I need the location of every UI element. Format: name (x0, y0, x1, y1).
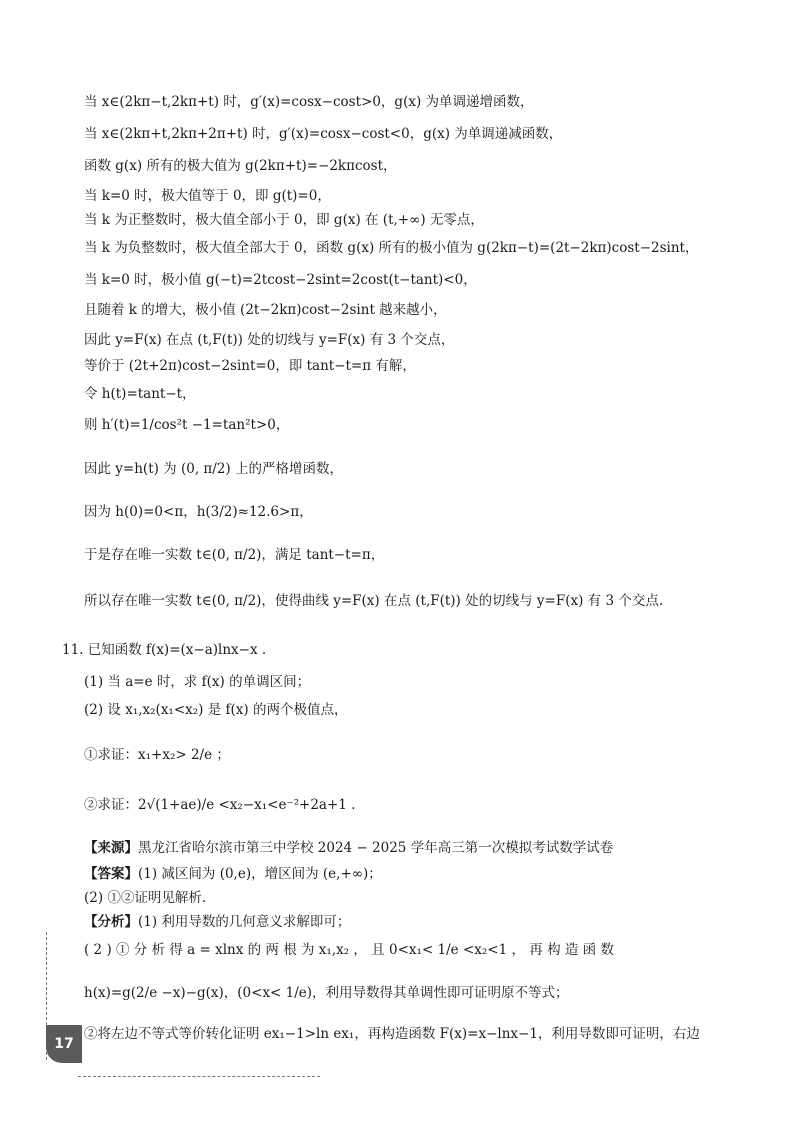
answer-tag: 【答案】 (84, 866, 138, 882)
answer-text: (1) 减区间为 (0,e)，增区间为 (e,+∞)； (138, 866, 382, 882)
text-line: 当 k=0 时，极大值等于 0，即 g(t)=0， (84, 188, 331, 204)
source-line (84, 838, 613, 858)
answer-line (84, 864, 382, 884)
analysis-text: (1) 利用导数的几何意义求解即可； (138, 914, 351, 930)
text-line: 于是存在唯一实数 t∈(0, π/2)，满足 tant−t=π， (84, 547, 385, 563)
text-line: 因为 h(0)=0<π，h(3/2)≈12.6>π， (84, 504, 313, 520)
footer-dashed-line (78, 1076, 320, 1077)
text-line: 当 k=0 时，极小值 g(−t)=2tcost−2sint=2cost(t−tant)<0， (84, 272, 477, 288)
question-2: (2) 设 x₁,x₂(x₁<x₂) 是 f(x) 的两个极值点， (84, 702, 348, 718)
text-line: 因此 y=F(x) 在点 (t,F(t)) 处的切线与 y=F(x) 有 3 个交点， (84, 332, 455, 348)
page-number: 17 (46, 1025, 82, 1063)
source-text: 黑龙江省哈尔滨市第三中学校 2024 − 2025 学年高三第一次模拟考试数学试卷 (138, 840, 614, 856)
answer-line-2: (2) ①②证明见解析. (84, 890, 207, 906)
text-line: 当 x∈(2kπ+t,2kπ+2π+t) 时，g′(x)=cosx−cost<0，g(x) 为单调递减函数， (84, 126, 563, 142)
text-line: 则 h′(t)=1/cos²t −1=tan²t>0， (84, 417, 290, 433)
source-tag: 【来源】 (84, 840, 138, 856)
text-line: 且随着 k 的增大，极小值 (2t−2kπ)cost−2sint 越来越小， (84, 302, 447, 318)
text-line: 令 h(t)=tant−t， (84, 386, 196, 402)
analysis-line-3: h(x)=g(2/e −x)−g(x)，(0<x< 1/e)，利用导数得其单调性即可证明原不等式； (84, 985, 569, 1001)
text-line: 因此 y=h(t) 为 (0, π/2) 上的严格增函数， (84, 461, 343, 477)
text-line: 当 k 为正整数时，极大值全部小于 0，即 g(x) 在 (t,+∞) 无零点， (84, 212, 484, 228)
text-line: 当 k 为负整数时，极大值全部大于 0，函数 g(x) 所有的极小值为 g(2kπ−t)=(2t−2kπ)cost−2sint， (84, 240, 699, 256)
question-2a: ①求证：x₁+x₂> 2/e ； (84, 747, 230, 763)
text-line: 所以存在唯一实数 t∈(0, π/2)，使得曲线 y=F(x) 在点 (t,F(t)) 处的切线与 y=F(x) 有 3 个交点. (84, 593, 664, 609)
analysis-line (84, 912, 350, 932)
text-line: 函数 g(x) 所有的极大值为 g(2kπ+t)=−2kπcost， (84, 158, 397, 174)
analysis-line-4: ②将左边不等式等价转化证明 ex₁−1>ln ex₁，再构造函数 F(x)=x−lnx−1，利用导数即可证明，右边 (84, 1026, 700, 1042)
analysis-tag: 【分析】 (84, 914, 138, 930)
text-line: 当 x∈(2kπ−t,2kπ+t) 时，g′(x)=cosx−cost>0，g(x) 为单调递增函数， (84, 94, 534, 110)
question-2b: ②求证：2√(1+ae)/e <x₂−x₁<e⁻²+2a+1 . (84, 797, 356, 813)
problem-stem: 11. 已知函数 f(x)=(x−a)lnx−x . (62, 642, 267, 658)
question-1: (1) 当 a=e 时，求 f(x) 的单调区间； (84, 674, 311, 690)
analysis-line-2: ( 2 ) ① 分 析 得 a = xlnx 的 两 根 为 x₁,x₂ ， 且 0<x₁< 1/e <x₂<1 ， 再 构 造 函 数 (84, 942, 614, 958)
text-line: 等价于 (2t+2π)cost−2sint=0，即 tant−t=π 有解， (84, 358, 416, 374)
